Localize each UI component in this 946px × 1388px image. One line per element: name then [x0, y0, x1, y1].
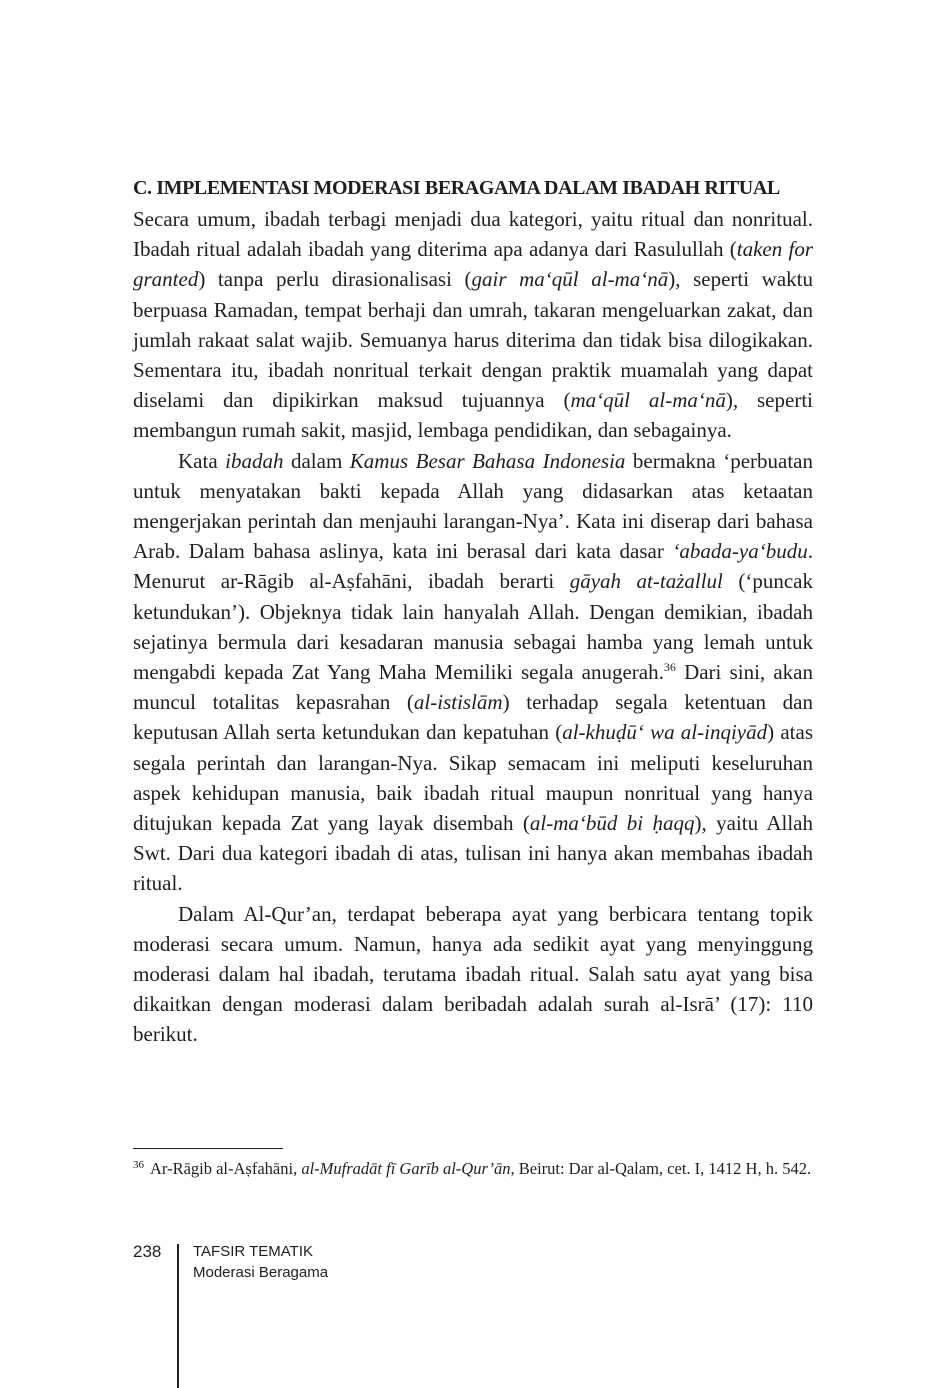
running-footer — [193, 1241, 328, 1283]
page-number: 238 — [133, 1242, 162, 1261]
italic-term: Kamus Besar Bahasa Indonesia — [349, 448, 626, 473]
footnote-reference: 36 — [663, 660, 676, 675]
text-run: , Beirut: Dar al-Qalam, cet. I, 1412 H, h. 542. — [510, 1159, 812, 1178]
text-run: . Menurut ar-Rāgib al-Aṣfahāni, ibadah berarti — [133, 539, 813, 594]
text-run: Dalam Al-Qur’an, terdapat beberapa ayat yang berbicara tentang topik moderasi secara umum. Namun, hanya ada sedikit ayat yang menyinggung moderasi dalam hal ibadah, terutama ibadah ritual. Salah satu ayat yang bisa dikaitkan dengan moderasi dalam beribadah adalah surah al-Isrā’ (17): 110 berikut. — [133, 901, 813, 1047]
paragraph-1 — [133, 204, 813, 446]
footnote-36 — [133, 1156, 813, 1182]
section-heading: C. IMPLEMENTASI MODERASI BERAGAMA DALAM IBADAH RITUAL — [133, 177, 780, 199]
footnote-text — [150, 1159, 811, 1178]
text-run: Secara umum, ibadah terbagi menjadi dua kategori, yaitu ritual dan nonritual. Ibadah ritual adalah ibadah yang diterima apa adanya dari Rasulullah ( — [133, 207, 813, 262]
text-run: ), seperti waktu berpuasa Ramadan, tempat berhaji dan umrah, takaran mengeluarkan zakat, dan jumlah rakaat salat wajib. Semuanya harus diterima dan tidak bisa dilogikakan. Sementara itu, ibadah nonritual terkait dengan praktik muamalah yang dapat diselami dan dipikirkan maksud tujuannya ( — [133, 267, 813, 413]
text-run: ), yaitu Allah Swt. Dari dua kategori ibadah di atas, tulisan ini hanya akan membahas ibadah ritual. — [133, 811, 814, 896]
footer-divider — [177, 1244, 179, 1388]
italic-term: al-ma‘būd bi ḥaqq — [529, 811, 695, 836]
italic-term: ma‘qūl al-ma‘nā — [570, 388, 726, 413]
italic-term: ibadah — [225, 448, 284, 473]
paragraph-3 — [133, 899, 813, 1050]
book-subtitle: Moderasi Beragama — [193, 1264, 329, 1281]
footnote-divider — [133, 1148, 283, 1149]
text-run: ) tanpa perlu dirasionalisasi ( — [198, 267, 472, 292]
italic-term: taken for granted — [133, 237, 813, 292]
text-run: dalam — [283, 448, 350, 473]
italic-term: al-istislām — [413, 690, 503, 715]
italic-term: al-Mufradāt fī Garīb al-Qur’ān — [301, 1159, 511, 1178]
text-run: ) terhadap segala ketentuan dan keputusan Allah serta ketundukan dan kepatuhan ( — [133, 690, 813, 745]
page-content — [133, 172, 813, 1050]
text-run: Ar-Rāgib al-Aṣfahāni, — [150, 1159, 302, 1178]
text-run: Dari sini, akan muncul totalitas kepasrahan ( — [133, 660, 814, 715]
text-run: ), seperti membangun rumah sakit, masjid, lembaga pendidikan, dan sebagainya. — [133, 388, 813, 443]
text-run: bermakna ‘perbuatan untuk menyatakan bakti kepada Allah yang didasarkan atas ketaatan mengerjakan perintah dan menjauhi larangan-Nya’. Kata ini diserap dari bahasa Arab. Dalam bahasa aslinya, kata ini berasal dari kata dasar — [133, 448, 813, 564]
italic-term: gāyah at-tażallul — [569, 569, 723, 594]
italic-term: al-khuḍū‘ wa al-inqiyād — [562, 720, 768, 745]
text-run: (‘puncak ketundukan’). Objeknya tidak lain hanyalah Allah. Dengan demikian, ibadah sejatinya bermula dari kesadaran manusia sebagai hamba yang lemah untuk mengabdi kepada Zat Yang Maha Memiliki segala anugerah. — [133, 569, 813, 685]
italic-term: ‘abada-ya‘budu — [672, 539, 808, 564]
text-run: Kata — [178, 448, 226, 473]
text-run: ) atas segala perintah dan larangan-Nya. Sikap semacam ini meliputi keseluruhan aspek kehidupan manusia, baik ibadah ritual maupun nonritual yang hanya ditujukan kepada Zat yang layak disembah ( — [133, 720, 814, 836]
body-text — [133, 204, 813, 1050]
footnote-number: 36 — [133, 1158, 144, 1171]
book-title: TAFSIR TEMATIK — [193, 1243, 314, 1260]
paragraph-2 — [133, 446, 813, 899]
italic-term: gair ma‘qūl al-ma‘nā — [471, 267, 669, 292]
